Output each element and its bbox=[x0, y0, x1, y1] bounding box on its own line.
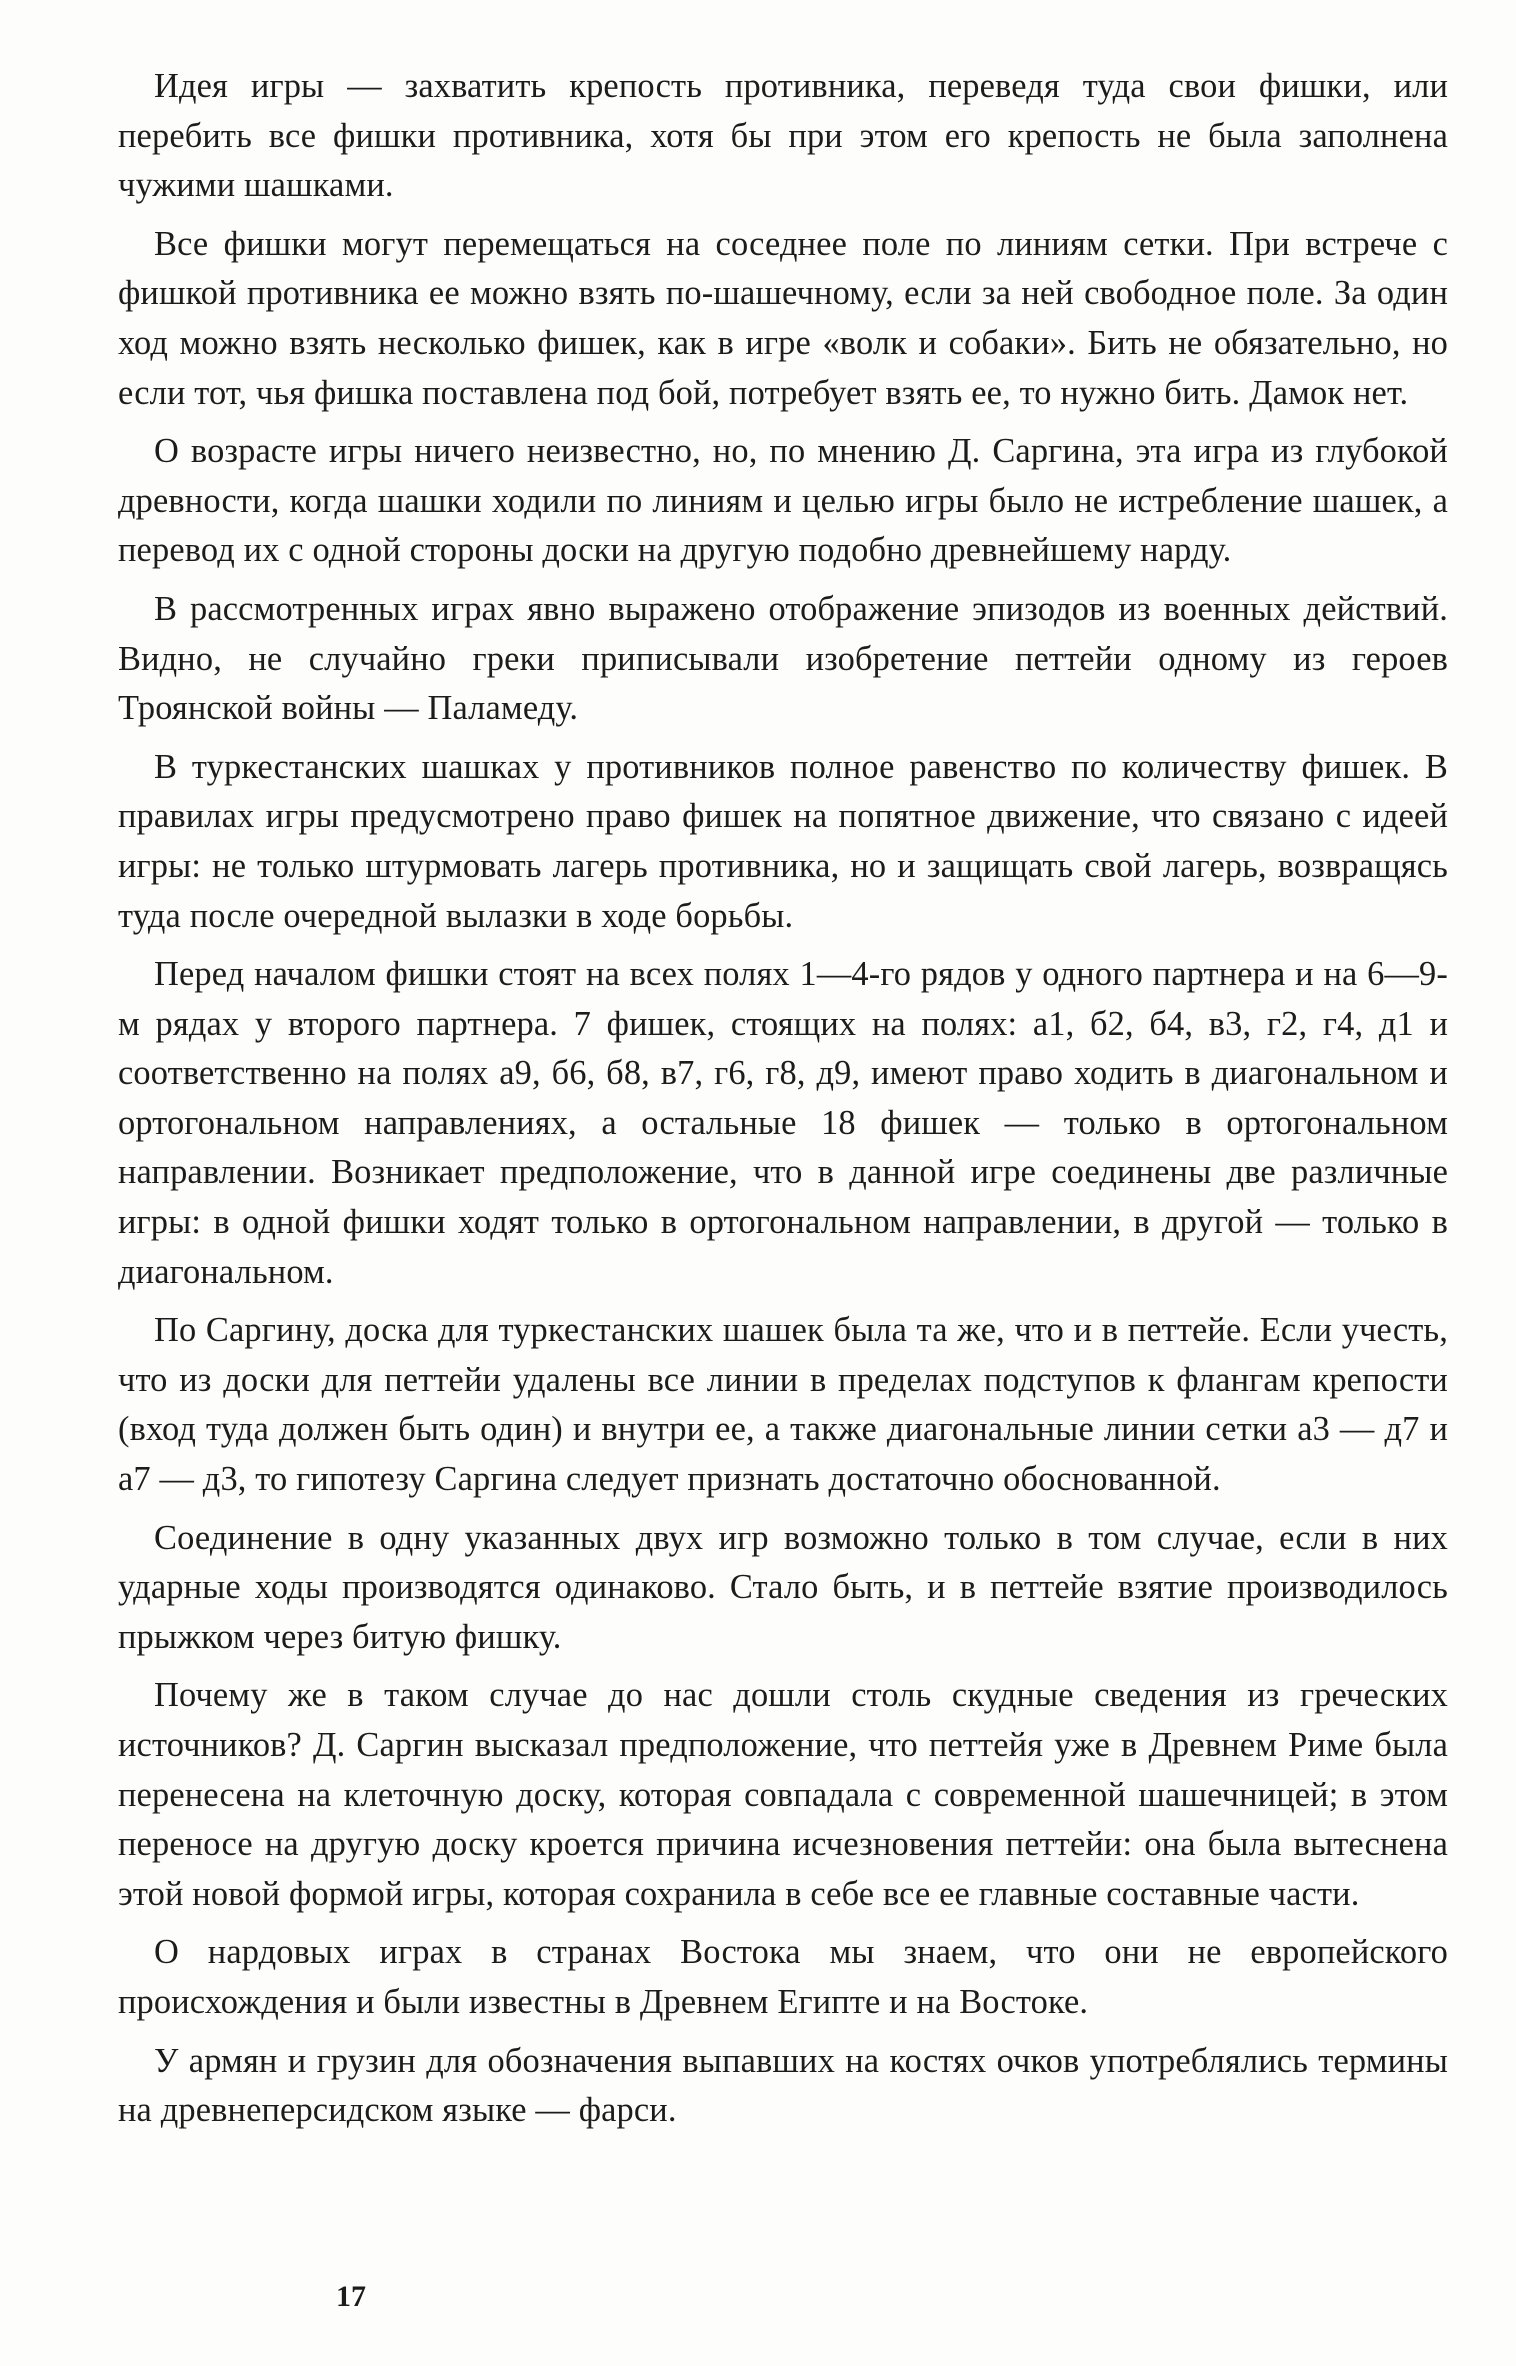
paragraph-4: В рассмотренных играх явно выражено отображение эпизодов из военных действий. Видно, не случайно греки приписывали изобретение петтейи одному из героев Троянской войны — Паламеду. bbox=[118, 589, 1448, 728]
paragraph-7: По Саргину, доска для туркестанских шашек была та же, что и в петтейе. Если учесть, что из доски для петтейи удалены все линии в пределах подступов к флангам крепости (вход туда должен быть один) и внутри ее, а также диагональные линии сетки а3 — д7 и а7 — д3, то гипотезу Саргина следует признать достаточно обоснованной. bbox=[118, 1311, 1448, 1499]
page-number: 17 bbox=[336, 2280, 366, 2313]
paragraph-11: У армян и грузин для обозначения выпавших на костях очков употреблялись термины на древнеперсидском языке — фарси. bbox=[118, 2041, 1448, 2130]
paragraph-6: Перед началом фишки стоят на всех полях 1—4-го рядов у одного партнера и на 6—9-м рядах у второго партнера. 7 фишек, стоящих на полях: а1, б2, б4, в3, г2, г4, д1 и соответственно на полях а9, б6, б8, в7, г6, г8, д9, имеют право ходить в диагональном и ортогональном направлениях, а остальные 18 фишек — только в ортогональном направлении. Возникает предположение, что в данной игре соединены две различные игры: в одной фишки ходят только в ортогональном направлении, в другой — только в диагональном. bbox=[118, 955, 1448, 1291]
paragraph-8: Соединение в одну указанных двух игр возможно только в том случае, если в них ударные ходы производятся одинаково. Стало быть, и в петтейе взятие производилось прыжком через битую фишку. bbox=[118, 1518, 1448, 1656]
paragraph-1: Идея игры — захватить крепость противника, переведя туда свои фишки, или перебить все фишки противника, хотя бы при этом его крепость не была заполнена чужими шашками. bbox=[118, 67, 1448, 205]
paragraph-3: О возрасте игры ничего неизвестно, но, по мнению Д. Саргина, эта игра из глубокой древности, когда шашки ходили по линиям и целью игры было не истребление шашек, а перевод их с одной стороны доски на другую подобно древнейшему нарду. bbox=[118, 432, 1448, 570]
paragraph-2: Все фишки могут перемещаться на соседнее поле по линиям сетки. При встрече с фишкой противника ее можно взять по-шашечному, если за ней свободное поле. За один ход можно взять несколько фишек, как в игре «волк и собаки». Бить не обязательно, но если тот, чья фишка поставлена под бой, потребует взять ее, то нужно бить. Дамок нет. bbox=[118, 224, 1448, 412]
body-text bbox=[118, 62, 1448, 2145]
paragraph-5: В туркестанских шашках у противников полное равенство по количеству фишек. В правилах игры предусмотрено право фишек на попятное движение, что связано с идеей игры: не только штурмовать лагерь противника, но и защищать свой лагерь, возвращясь туда после очередной вылазки в ходе борьбы. bbox=[118, 747, 1448, 935]
paragraph-9: Почему же в таком случае до нас дошли столь скудные сведения из греческих источников? Д. Саргин высказал предположение, что петтейя уже в Древнем Риме была перенесена на клеточную доску, которая совпадала с современной шашечницей; в этом переносе на другую доску кроется причина исчезновения петтейи: она была вытеснена этой новой формой игры, которая сохранила в себе все ее главные составные части. bbox=[118, 1676, 1448, 1913]
paragraph-10: О нардовых играх в странах Востока мы знаем, что они не европейского происхождения и были известны в Древнем Египте и на Востоке. bbox=[118, 1933, 1448, 2021]
